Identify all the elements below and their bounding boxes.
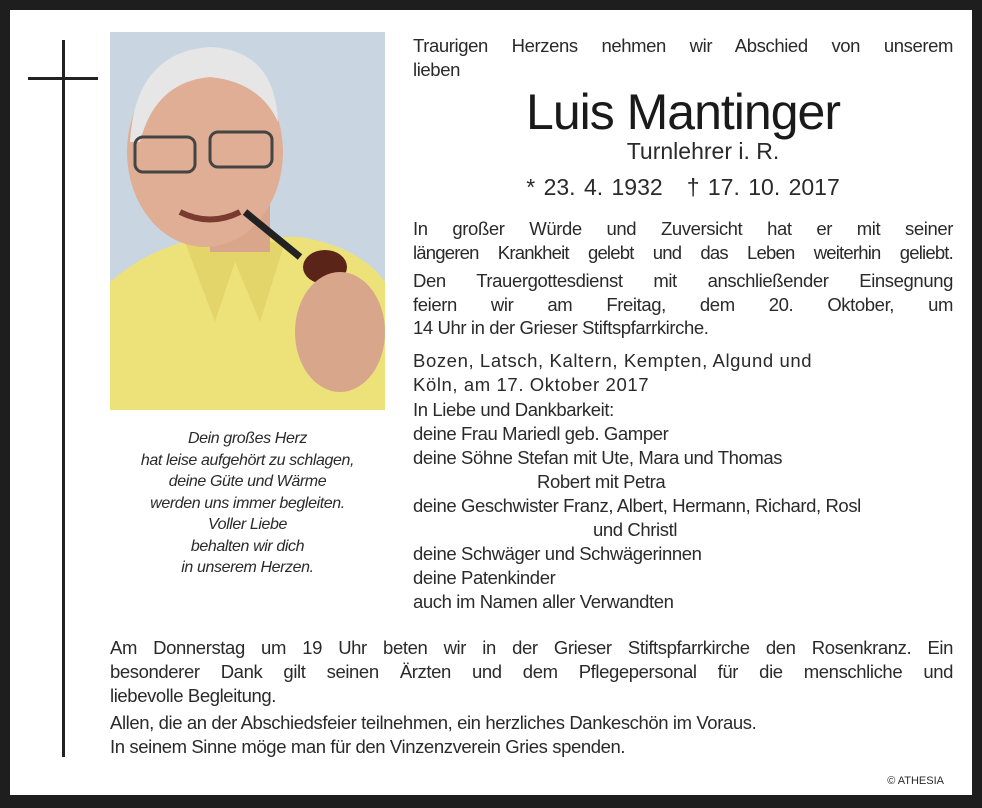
cross-icon-bar xyxy=(28,77,98,80)
text-line: längeren Krankheit gelebt und das Leben weiterhin geliebt. xyxy=(413,241,953,263)
deceased-name: Luis Mantinger xyxy=(526,84,840,140)
text-line: Den Trauergottesdienst mit anschließender Einsegnung xyxy=(413,270,953,291)
memorial-caption xyxy=(110,428,385,579)
rosary-notice xyxy=(110,636,953,708)
copyright: © ATHESIA xyxy=(887,775,944,787)
obituary-notice xyxy=(10,10,972,795)
cross-icon xyxy=(62,40,65,757)
text-line: Am Donnerstag um 19 Uhr beten wir in der Grieser Stiftspfarrkirche den Rosenkranz. Ein xyxy=(110,637,953,658)
life-dates xyxy=(413,174,953,201)
mourner: auch im Namen aller Verwandten xyxy=(413,591,674,612)
text-line: 14 Uhr in der Grieser Stiftspfarrkirche. xyxy=(413,317,709,338)
caption-line: Voller Liebe xyxy=(207,516,288,533)
caption-line: behalten wir dich xyxy=(190,537,305,555)
paragraph-2 xyxy=(413,269,953,340)
mourner: deine Geschwister Franz, Albert, Hermann, Richard, Rosl xyxy=(413,495,861,516)
text-line: Allen, die an der Abschiedsfeier teilnehmen, ein herzliches Dankeschön im Voraus. xyxy=(110,712,757,733)
place-date xyxy=(413,349,953,396)
mourners-intro: In Liebe und Dankbarkeit: xyxy=(413,399,614,420)
text-line: In großer Würde und Zuversicht hat er mit seiner xyxy=(413,218,953,239)
mourners-list xyxy=(413,398,953,614)
text-line: Köln, am 17. Oktober 2017 xyxy=(413,373,650,395)
caption-line: werden uns immer begleiten. xyxy=(150,494,345,512)
mourner: Robert mit Petra xyxy=(537,471,666,492)
mourner: deine Frau Mariedl geb. Gamper xyxy=(413,423,669,444)
caption-line: Dein großes Herz xyxy=(188,430,307,447)
portrait-photo xyxy=(110,32,385,410)
death-date: † 17. 10. 2017 xyxy=(686,174,840,200)
intro-line: lieben xyxy=(413,58,460,80)
mourner: deine Patenkinder xyxy=(413,567,556,588)
intro-line: Traurigen Herzens nehmen wir Abschied von unserem xyxy=(413,35,953,56)
text-line: feiern wir am Freitag, dem 20. Oktober, um xyxy=(413,293,953,315)
text-line: Bozen, Latsch, Kaltern, Kempten, Algund und xyxy=(413,350,813,371)
caption-line: deine Güte und Wärme xyxy=(168,473,327,490)
thanks-notice xyxy=(110,711,953,759)
caption-line: in unserem Herzen. xyxy=(181,559,314,576)
mourner: deine Söhne Stefan mit Ute, Mara und Thomas xyxy=(413,447,783,468)
birth-date: * 23. 4. 1932 xyxy=(526,174,663,200)
paragraph-1 xyxy=(413,217,953,264)
mourner: deine Schwäger und Schwägerinnen xyxy=(413,543,702,564)
text-line: liebevolle Begleitung. xyxy=(110,685,277,706)
mourner: und Christl xyxy=(593,519,678,540)
profession: Turnlehrer i. R. xyxy=(626,138,780,164)
caption-line: hat leise aufgehört zu schlagen, xyxy=(140,451,355,469)
text-line: besonderer Dank gilt seinen Ärzten und dem Pflegepersonal für die menschliche und xyxy=(110,661,953,682)
intro-text xyxy=(413,34,953,81)
text-line: In seinem Sinne möge man für den Vinzenzverein Gries spenden. xyxy=(110,736,626,757)
